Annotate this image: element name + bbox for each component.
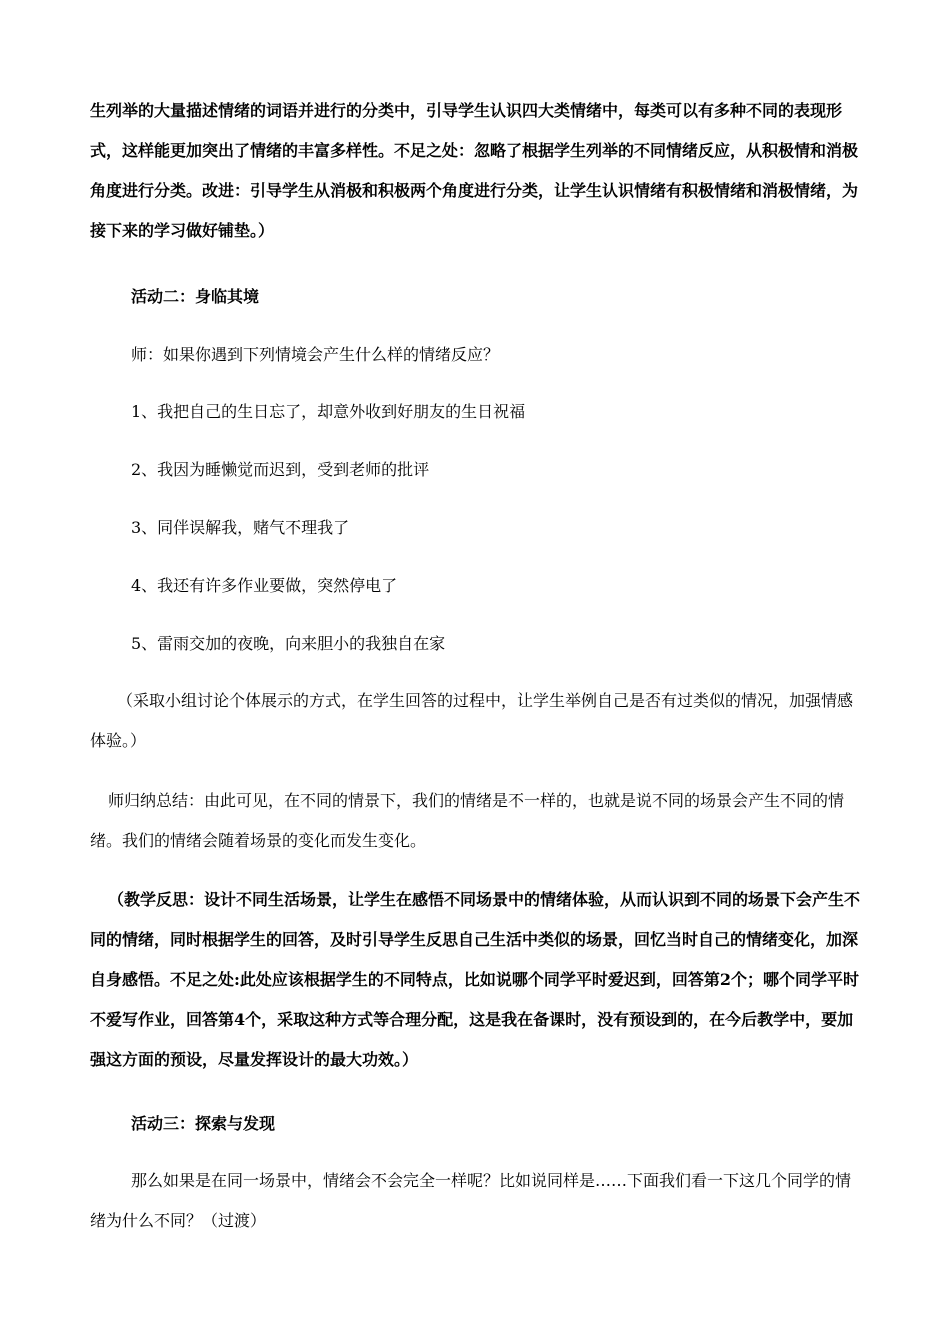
teaching-reflection: （教学反思：设计不同生活场景，让学生在感悟不同场景中的情绪体验，从而认识到不同的场景下会产生不同的情绪，同时根据学生的回答，及时引导学生反思自己生活中类似的场景，回忆当时自己的情绪变化，加深自身感悟。不足之处:此处应该根据学生的不同特点，比如说哪个同学平时爱迟到，回答第2个；哪个同学平时不爱写作业，回答第4个，采取这种方式等合理分配，这是我在备课时，没有预设到的，在今后教学中，要加强这方面的预设，尽量发挥设计的最大功效。） xyxy=(90,890,861,1069)
transition-paragraph: 那么如果是在同一场景中，情绪会不会完全一样呢？比如说同样是……下面我们看一下这几个同学的情绪为什么不同？（过渡） xyxy=(90,1171,852,1230)
scenario-item-3: 3、同伴误解我，赌气不理我了 xyxy=(131,518,350,537)
reflection-paragraph-continued: 生列举的大量描述情绪的词语并进行的分类中，引导学生认识四大类情绪中，每类可以有多种不同的表现形式，这样能更加突出了情绪的丰富多样性。不足之处：忽略了根据学生列举的不同情绪反应，从积极情和消极角度进行分类。改进：引导学生从消极和积极两个角度进行分类，让学生认识情绪有积极情绪和消极情绪，为接下来的学习做好铺垫。） xyxy=(90,101,859,240)
scenario-item-2: 2、我因为睡懒觉而迟到，受到老师的批评 xyxy=(131,460,430,479)
activity-three-heading: 活动三：探索与发现 xyxy=(131,1114,276,1133)
teacher-question: 师：如果你遇到下列情境会产生什么样的情绪反应？ xyxy=(131,345,500,364)
scenario-item-5: 5、雷雨交加的夜晚，向来胆小的我独自在家 xyxy=(131,634,446,653)
activity-two-heading: 活动二：身临其境 xyxy=(131,287,260,306)
scenario-item-4: 4、我还有许多作业要做，突然停电了 xyxy=(131,576,398,595)
teacher-summary: 师归纳总结：由此可见，在不同的情景下，我们的情绪是不一样的，也就是说不同的场景会产生不同的情绪。我们的情绪会随着场景的变化而发生变化。 xyxy=(90,791,845,850)
method-note: （采取小组讨论个体展示的方式，在学生回答的过程中，让学生举例自己是否有过类似的情况，加强情感体验。） xyxy=(90,691,854,750)
scenario-item-1: 1、我把自己的生日忘了，却意外收到好朋友的生日祝福 xyxy=(131,402,526,421)
